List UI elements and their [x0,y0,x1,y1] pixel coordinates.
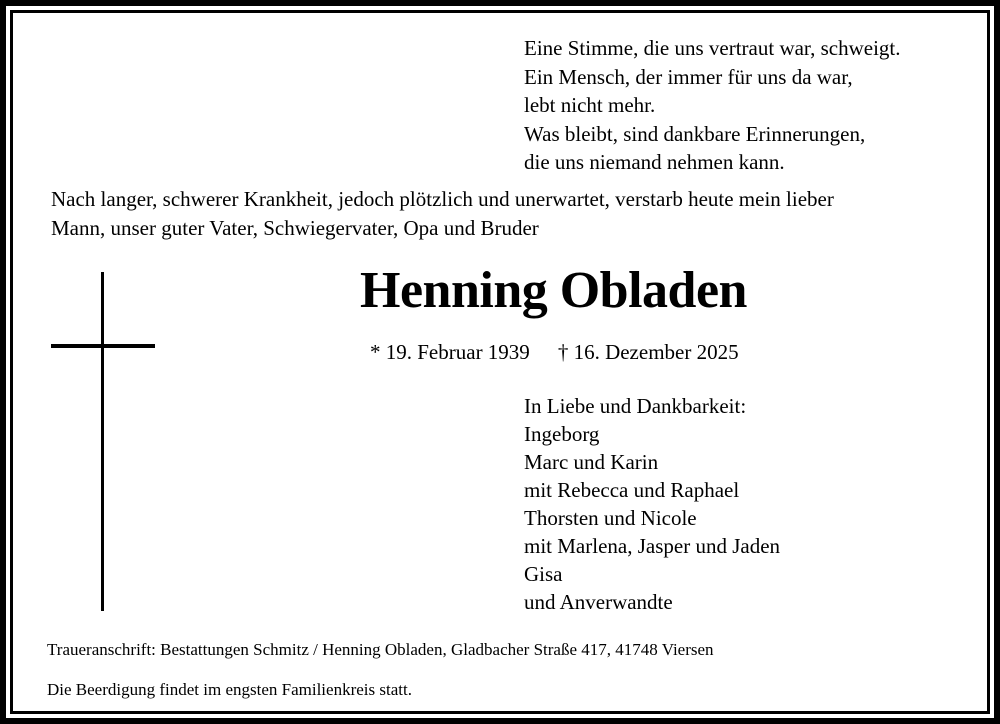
family-list [524,392,780,616]
intro-line: Nach langer, schwerer Krankheit, jedoch plötzlich und unerwartet, verstarb heute mein lieber [51,187,834,211]
obituary-notice [10,10,990,714]
family-line: Ingeborg [524,422,600,446]
family-line: Marc und Karin [524,450,659,474]
family-line: In Liebe und Dankbarkeit: [524,394,747,418]
poem [524,34,900,177]
mourning-address: Traueranschrift: Bestattungen Schmitz / Henning Obladen, Gladbacher Straße 417, 41748 Viersen [47,640,714,659]
family-line: mit Marlena, Jasper und Jaden [524,534,781,558]
family-line: und Anverwandte [524,590,673,614]
poem-line: Ein Mensch, der immer für uns da war, [524,64,853,89]
family-line: Thorsten und Nicole [524,506,697,530]
death-date: † 16. Dezember 2025 [557,340,739,364]
intro-line: Mann, unser guter Vater, Schwiegervater, Opa und Bruder [51,215,539,240]
poem-line: lebt nicht mehr. [524,93,656,117]
family-line: mit Rebecca und Raphael [524,478,740,502]
life-dates [370,340,739,365]
poem-line: Eine Stimme, die uns vertraut war, schweigt. [524,36,901,60]
intro-text [51,185,834,242]
outer-frame [6,6,994,718]
poem-line: die uns niemand nehmen kann. [524,150,785,174]
deceased-name: Henning Obladen [360,262,747,319]
family-line: Gisa [524,562,563,586]
cross-icon-bar [51,344,155,348]
poem-line: Was bleibt, sind dankbare Erinnerungen, [524,121,866,146]
birth-date: * 19. Februar 1939 [370,340,530,364]
cross-icon [101,272,104,611]
funeral-note: Die Beerdigung findet im engsten Familienkreis statt. [47,680,412,699]
